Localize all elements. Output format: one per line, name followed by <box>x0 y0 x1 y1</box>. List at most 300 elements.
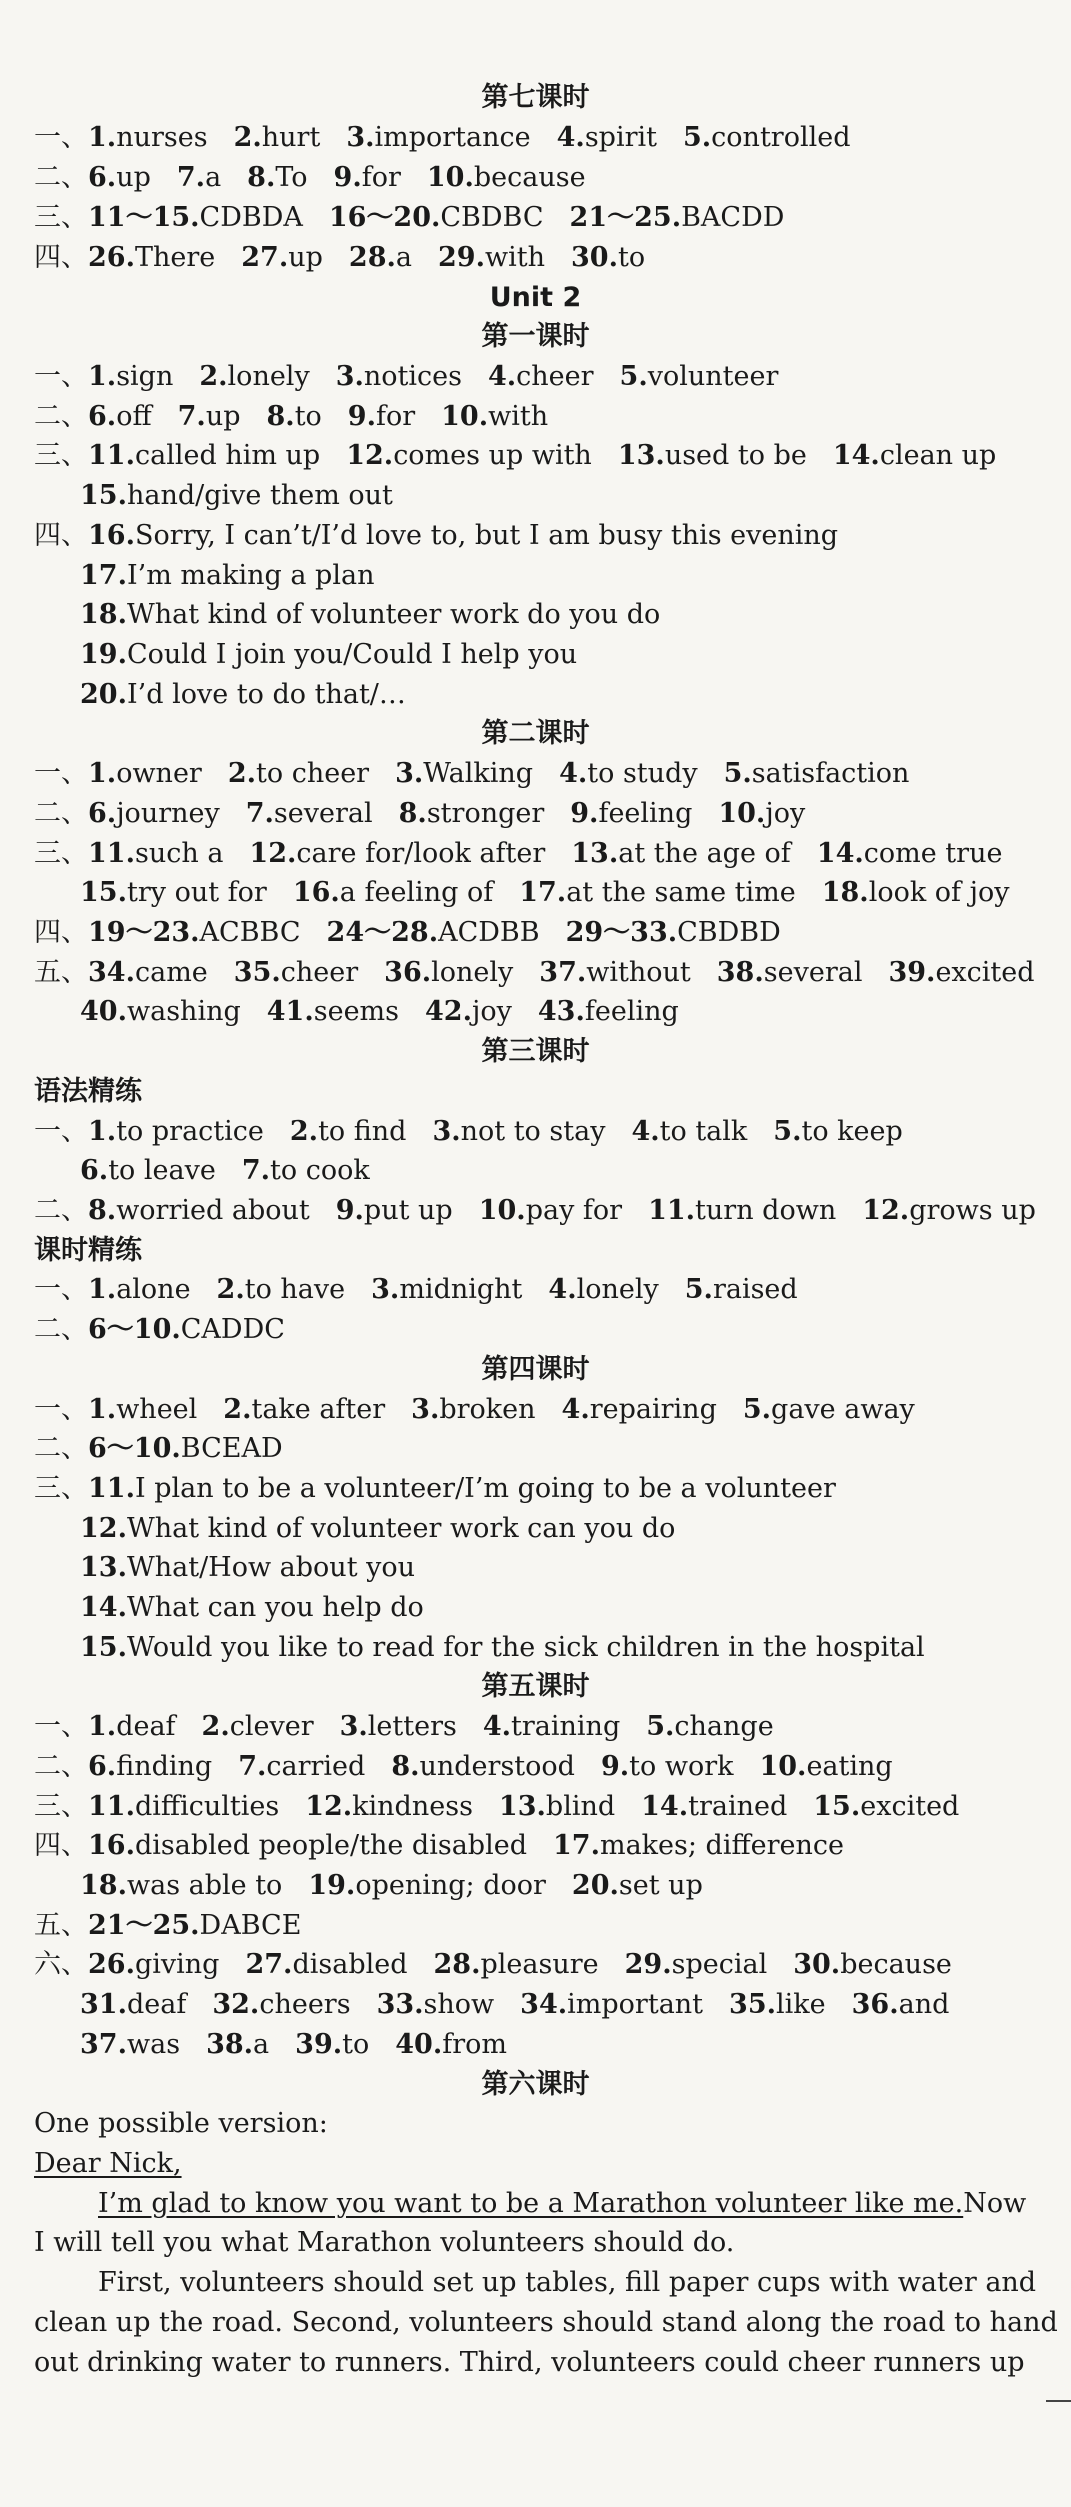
answer-text: off <box>116 401 152 432</box>
answer-number: 6～10. <box>88 1433 181 1464</box>
answer-number: 21～25. <box>88 1910 200 1941</box>
answer-item <box>88 120 208 156</box>
answer-number: 11. <box>648 1195 696 1226</box>
answer-number: 2. <box>233 122 262 153</box>
answer-number: 16. <box>292 877 340 908</box>
answer-item <box>88 1947 219 1983</box>
answer-item <box>618 438 807 474</box>
answer-number: 12. <box>249 838 297 869</box>
answer-number: 2. <box>289 1116 319 1147</box>
answer-number: 6～10. <box>88 1314 181 1345</box>
answer-item <box>246 796 373 832</box>
lesson2-row-4 <box>80 875 1036 911</box>
answer-item <box>729 1987 826 2023</box>
answer-number: 1. <box>88 361 117 392</box>
answer-text: up <box>116 162 151 193</box>
answer-item <box>718 796 805 832</box>
answer-item <box>813 1789 959 1825</box>
answer-text: special <box>671 1949 768 1980</box>
answer-item <box>88 1312 285 1348</box>
answer-text: comes up with <box>393 440 592 471</box>
answer-number: 10. <box>759 1751 807 1782</box>
answer-number: 1. <box>88 1116 117 1147</box>
answer-item <box>206 2027 269 2063</box>
answer-text: eating <box>806 1751 893 1782</box>
answer-text: feeling <box>598 798 693 829</box>
answer-item <box>247 160 307 196</box>
answer-item <box>267 399 322 435</box>
section-mark: 二、 <box>34 401 88 432</box>
answer-number: 37. <box>80 2029 127 2060</box>
answer-number: 29. <box>624 1949 672 1980</box>
answer-item <box>336 359 462 395</box>
answer-item <box>267 994 399 1030</box>
lesson5-row-1 <box>34 1709 800 1745</box>
answer-number: 31. <box>80 1989 127 2020</box>
answer-text: a <box>205 162 222 193</box>
answer-text: CADDC <box>180 1314 285 1345</box>
answer-number: 11～15. <box>88 202 200 233</box>
answer-item <box>293 875 493 911</box>
lesson5-row-9 <box>80 2027 533 2063</box>
section-mark: 四、 <box>34 242 88 273</box>
answer-text: Would you like to read for the sick children in the hospital <box>126 1632 925 1663</box>
answer-text: Could I join you/Could I help you <box>126 639 578 670</box>
essay-paragraph-2-line-2: clean up the road. Second, volunteers should stand along the road to hand <box>34 2307 1058 2338</box>
answer-text: understood <box>419 1751 575 1782</box>
answer-number: 6. <box>88 401 117 432</box>
answer-text: BACDD <box>681 202 785 233</box>
answer-number: 26. <box>88 242 135 273</box>
answer-text: up <box>288 242 323 273</box>
answer-number: 19. <box>308 1870 356 1901</box>
answer-item <box>557 120 657 156</box>
answer-item <box>399 796 545 832</box>
answer-text: trained <box>688 1791 788 1822</box>
section-mark: 一、 <box>34 758 88 789</box>
lesson4-title: 第四课时 <box>481 1354 590 1385</box>
answer-item <box>888 955 1034 991</box>
answer-number: 2. <box>216 1274 245 1305</box>
answer-number: 17. <box>519 877 567 908</box>
answer-text: I’d love to do that/… <box>126 679 406 710</box>
answer-number: 8. <box>247 162 276 193</box>
answer-text: controlled <box>711 122 851 153</box>
answer-item <box>249 836 545 872</box>
answer-text: notices <box>363 361 462 392</box>
answer-number: 12. <box>305 1791 353 1822</box>
answer-item <box>717 955 863 991</box>
answer-item <box>852 1987 950 2023</box>
answer-number: 17. <box>80 560 127 591</box>
answer-text: stronger <box>426 798 545 829</box>
lesson5-row-2 <box>34 1749 919 1785</box>
answer-text: spirit <box>584 122 657 153</box>
lesson3-practice-row-2 <box>34 1312 311 1348</box>
answer-text: CBDBC <box>440 202 544 233</box>
answer-item <box>80 1987 186 2023</box>
answer-number: 5. <box>646 1711 675 1742</box>
answer-number: 35. <box>233 957 281 988</box>
answer-item <box>88 955 208 991</box>
answer-item <box>199 359 309 395</box>
section-mark: 二、 <box>34 162 88 193</box>
answer-item <box>228 756 369 792</box>
section-mark: 四、 <box>34 1830 88 1861</box>
answer-number: 10. <box>718 798 766 829</box>
answer-number: 7. <box>245 798 274 829</box>
lesson4-row-5 <box>80 1550 441 1586</box>
answer-item <box>648 1193 836 1229</box>
answer-text: owner <box>116 758 202 789</box>
answer-item <box>80 677 406 713</box>
answer-item <box>88 1272 191 1308</box>
section-mark: 一、 <box>34 1116 88 1147</box>
answer-text: satisfaction <box>751 758 910 789</box>
answer-text: deaf <box>116 1711 176 1742</box>
answer-text: lonely <box>576 1274 659 1305</box>
answer-number: 7. <box>238 1751 267 1782</box>
answer-number: 1. <box>88 122 117 153</box>
answer-item <box>327 915 540 951</box>
answer-number: 3. <box>335 361 364 392</box>
answer-text: to study <box>587 758 698 789</box>
answer-item <box>88 1709 176 1745</box>
answer-text: several <box>273 798 373 829</box>
lesson3-grammar-row-1 <box>34 1114 929 1150</box>
answer-item <box>80 994 241 1030</box>
answer-item <box>80 637 577 673</box>
answer-text: excited <box>860 1791 960 1822</box>
lesson2-row-6 <box>34 955 1061 991</box>
answer-number: 3. <box>395 758 424 789</box>
answer-text: several <box>763 957 863 988</box>
answer-item <box>566 915 781 951</box>
answer-number: 8. <box>266 401 295 432</box>
answer-item <box>223 1392 385 1428</box>
answer-number: 30. <box>793 1949 841 1980</box>
lesson4-row-1 <box>34 1392 941 1428</box>
answer-number: 2. <box>199 361 228 392</box>
answer-item <box>631 1114 747 1150</box>
section-mark: 一、 <box>34 1394 88 1425</box>
answer-item <box>371 1272 522 1308</box>
answer-text: a <box>395 242 413 273</box>
answer-text: worried about <box>116 1195 310 1226</box>
answer-item <box>391 1749 575 1785</box>
answer-item <box>241 240 323 276</box>
answer-text: clean up <box>879 440 997 471</box>
answer-item <box>80 875 267 911</box>
answer-number: 7. <box>177 401 206 432</box>
answer-item <box>88 1431 283 1467</box>
answer-number: 27. <box>245 1949 293 1980</box>
essay-paragraph-2-line-3: out drinking water to runners. Third, volunteers could cheer runners up <box>34 2347 1025 2378</box>
answer-number: 9. <box>570 798 599 829</box>
answer-number: 17. <box>553 1830 600 1861</box>
answer-item <box>80 1630 925 1666</box>
lesson5-row-3 <box>34 1789 985 1825</box>
lesson4-row-6 <box>80 1590 450 1626</box>
answer-number: 33. <box>376 1989 424 2020</box>
answer-text: BCEAD <box>180 1433 283 1464</box>
answer-item <box>571 836 791 872</box>
answer-number: 39. <box>295 2029 343 2060</box>
answer-number: 15. <box>80 877 127 908</box>
answer-text: CDBDA <box>199 202 303 233</box>
answer-text: at the age of <box>618 838 791 869</box>
answer-text: ACDBB <box>438 917 540 948</box>
answer-item <box>377 1987 495 2023</box>
lesson5-row-5 <box>80 1868 729 1904</box>
answer-item <box>212 1987 350 2023</box>
answer-item <box>601 1749 734 1785</box>
answer-item <box>88 1114 264 1150</box>
answer-item <box>88 200 303 236</box>
answer-number: 5. <box>773 1116 802 1147</box>
answer-text: opening; door <box>355 1870 546 1901</box>
answer-item <box>570 796 692 832</box>
answer-number: 3. <box>371 1274 400 1305</box>
answer-item <box>438 240 545 276</box>
answer-number: 4. <box>631 1116 660 1147</box>
lesson6-title: 第六课时 <box>481 2069 590 2100</box>
answer-number: 15. <box>80 1632 127 1663</box>
lesson1-row-6 <box>80 558 400 594</box>
answer-number: 15. <box>80 480 127 511</box>
answer-text: giving <box>134 1949 220 1980</box>
answer-text: take after <box>251 1394 386 1425</box>
lesson1-row-5 <box>34 518 864 554</box>
answer-text: try out for <box>126 877 267 908</box>
answer-item <box>88 1193 310 1229</box>
answer-text: for <box>361 162 401 193</box>
answer-number: 34. <box>520 1989 568 2020</box>
answer-item <box>178 399 241 435</box>
answer-item <box>80 597 660 633</box>
answer-item <box>384 955 513 991</box>
answer-text: pleasure <box>480 1949 599 1980</box>
answer-item <box>773 1114 902 1150</box>
answer-number: 3. <box>411 1394 440 1425</box>
answer-number: 1. <box>88 758 117 789</box>
answer-text: come true <box>863 838 1003 869</box>
answer-item <box>80 1550 415 1586</box>
lesson2-title: 第二课时 <box>481 718 590 749</box>
answer-number: 2. <box>201 1711 230 1742</box>
answer-text: because <box>473 162 586 193</box>
answer-text: was <box>126 2029 181 2060</box>
answer-text: to cheer <box>256 758 370 789</box>
answer-number: 11. <box>88 1791 135 1822</box>
answer-item <box>625 1947 768 1983</box>
answer-item <box>88 1749 212 1785</box>
answer-text: because <box>840 1949 952 1980</box>
answer-item <box>88 836 223 872</box>
section-mark: 二、 <box>34 798 88 829</box>
practice-label: 课时精练 <box>34 1235 142 1266</box>
lesson1-row-7 <box>80 597 686 633</box>
answer-item <box>88 1392 197 1428</box>
answer-number: 20. <box>571 1870 619 1901</box>
answer-item <box>88 240 215 276</box>
answer-text: look of joy <box>868 877 1010 908</box>
answer-text: show <box>423 1989 495 2020</box>
answer-text: ACBBC <box>199 917 301 948</box>
answer-text: to keep <box>801 1116 903 1147</box>
answer-number: 6. <box>88 162 117 193</box>
answer-item <box>290 1114 407 1150</box>
answer-number: 11. <box>88 1473 135 1504</box>
answer-item <box>434 1947 599 1983</box>
answer-item <box>88 359 173 395</box>
lesson1-row-8 <box>80 637 603 673</box>
answer-text: There <box>134 242 216 273</box>
answer-text: lonely <box>431 957 514 988</box>
answer-number: 38. <box>716 957 764 988</box>
answer-item <box>88 518 838 554</box>
answer-item <box>793 1947 952 1983</box>
answer-item <box>177 160 221 196</box>
answer-number: 13. <box>617 440 665 471</box>
answer-number: 32. <box>212 1989 260 2020</box>
section-mark: 二、 <box>34 1195 88 1226</box>
lesson2-row-3 <box>34 836 1028 872</box>
answer-text: wheel <box>116 1394 198 1425</box>
answer-text: alone <box>116 1274 191 1305</box>
answer-item <box>395 2027 507 2063</box>
answer-text: up <box>205 401 241 432</box>
answer-number: 16. <box>88 520 135 551</box>
answer-number: 10. <box>426 162 474 193</box>
lesson3-practice-row-1 <box>34 1272 824 1308</box>
section-mark: 五、 <box>34 1910 88 1941</box>
answer-item <box>80 2027 180 2063</box>
section-mark: 三、 <box>34 440 88 471</box>
answer-text: to <box>294 401 322 432</box>
answer-item <box>683 120 851 156</box>
answer-item <box>817 836 1003 872</box>
answer-text: raised <box>712 1274 798 1305</box>
answer-text: came <box>134 957 208 988</box>
answer-number: 42. <box>425 996 472 1027</box>
lesson4-row-4 <box>80 1511 701 1547</box>
answer-text: cheer <box>280 957 359 988</box>
answer-number: 43. <box>537 996 585 1027</box>
answer-text: at the same time <box>566 877 796 908</box>
answer-text: put up <box>363 1195 453 1226</box>
answer-number: 4. <box>548 1274 577 1305</box>
answer-item <box>432 1114 605 1150</box>
lesson5-row-8 <box>80 1987 975 2023</box>
answer-text: to have <box>244 1274 346 1305</box>
answer-number: 5. <box>619 361 648 392</box>
answer-item <box>88 1471 836 1507</box>
answer-number: 9. <box>600 1751 630 1782</box>
answer-item <box>88 160 151 196</box>
answer-number: 12. <box>80 1513 127 1544</box>
answer-item <box>242 1153 370 1189</box>
answer-text: Sorry, I can’t/I’d love to, but I am busy this evening <box>134 520 839 551</box>
answer-text: like <box>776 1989 826 2020</box>
answer-item <box>88 915 301 951</box>
answer-number: 18. <box>821 877 869 908</box>
answer-number: 21～25. <box>569 202 682 233</box>
answer-item <box>553 1828 844 1864</box>
answer-text: clever <box>229 1711 314 1742</box>
answer-item <box>88 399 152 435</box>
lesson7-row-1 <box>34 120 876 156</box>
answer-text: excited <box>935 957 1035 988</box>
answer-item <box>308 1868 546 1904</box>
answer-item <box>234 120 321 156</box>
answer-number: 8. <box>391 1751 420 1782</box>
answer-text: repairing <box>589 1394 717 1425</box>
answer-text: to find <box>318 1116 407 1147</box>
answer-text: with <box>485 242 545 273</box>
answer-text: to cook <box>270 1155 370 1186</box>
section-mark: 三、 <box>34 202 88 233</box>
answer-item <box>425 994 512 1030</box>
essay-intro: One possible version: <box>34 2108 328 2139</box>
answer-number: 4. <box>561 1394 590 1425</box>
answer-item <box>202 1709 314 1745</box>
answer-number: 19. <box>80 639 127 670</box>
answer-number: 41. <box>266 996 314 1027</box>
answer-text: used to be <box>664 440 807 471</box>
essay-greeting: Dear Nick, <box>34 2148 182 2179</box>
answer-number: 10. <box>478 1195 526 1226</box>
answer-number: 9. <box>347 401 376 432</box>
answer-number: 2. <box>223 1394 252 1425</box>
page-edge-mark <box>1046 2400 1071 2402</box>
answer-text: to work <box>629 1751 734 1782</box>
answer-text: difficulties <box>134 1791 280 1822</box>
answer-text: change <box>674 1711 774 1742</box>
section-mark: 三、 <box>34 1473 88 1504</box>
answer-number: 40. <box>80 996 127 1027</box>
lesson7-row-4 <box>34 240 671 276</box>
section-mark: 四、 <box>34 520 88 551</box>
answer-text: without <box>586 957 691 988</box>
section-mark: 二、 <box>34 1314 88 1345</box>
answer-item <box>348 399 415 435</box>
essay-paragraph-1-line-2: I will tell you what Marathon volunteers should do. <box>34 2227 735 2258</box>
answer-item <box>329 200 544 236</box>
answer-text: What kind of volunteer work can you do <box>126 1513 676 1544</box>
answer-item <box>80 1153 216 1189</box>
answer-item <box>80 1868 282 1904</box>
answer-item <box>519 875 796 911</box>
answer-item <box>724 756 910 792</box>
answer-number: 3. <box>432 1116 461 1147</box>
answer-item <box>685 1272 798 1308</box>
answer-text: letters <box>367 1711 457 1742</box>
answer-item <box>411 1392 535 1428</box>
section-mark: 一、 <box>34 122 88 153</box>
answer-item <box>340 1709 457 1745</box>
answer-item <box>80 558 374 594</box>
answer-text: to <box>342 2029 370 2060</box>
answer-text: disabled people/the disabled <box>134 1830 527 1861</box>
section-mark: 四、 <box>34 917 88 948</box>
lesson2-row-2 <box>34 796 831 832</box>
answer-number: 5. <box>684 1274 713 1305</box>
answer-number: 14. <box>641 1791 689 1822</box>
answer-item <box>520 1987 703 2023</box>
answer-text: blind <box>545 1791 616 1822</box>
answer-text: To <box>275 162 308 193</box>
